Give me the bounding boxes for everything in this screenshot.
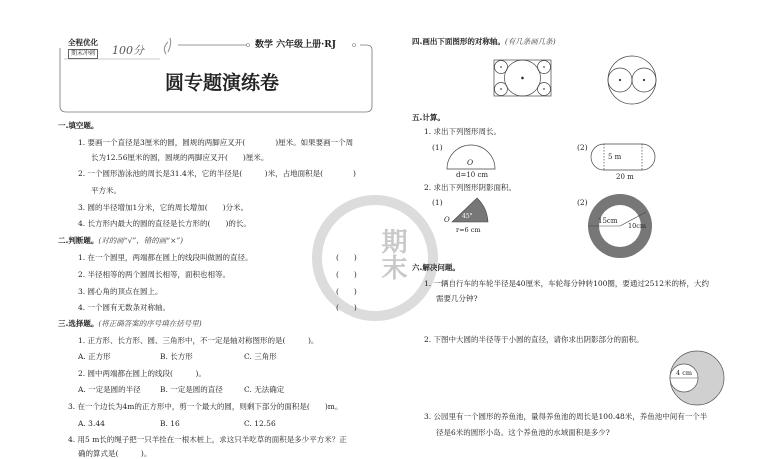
s5-sub2-label: (1) xyxy=(432,198,443,207)
s1-line: 4. 长方形内最大的圆的直径是长方形的( )的长。 xyxy=(78,219,251,228)
watermark-text: 期末 xyxy=(377,228,407,280)
symmetry-figure-circles xyxy=(608,56,656,104)
logo-top: 全程优化 xyxy=(68,38,98,47)
s3-q2: 2. 圆中两端都在圆上的线段( )。 xyxy=(78,369,206,378)
s2-answer: ( ) xyxy=(336,270,357,279)
page-title: 圆专题演练卷 xyxy=(165,72,280,94)
s3-q1: 1. 正方形、长方形、圆、三角形中，不一定是轴对称图形的是( )。 xyxy=(78,336,319,345)
s3-q1-option: B. 长方形 xyxy=(160,352,193,361)
ring-inner-label: 15cm xyxy=(598,217,618,225)
s3-q3-option: B. 16 xyxy=(160,419,180,428)
symmetry-figure-rect xyxy=(494,60,551,96)
section1-heading: 一.填空题。 xyxy=(58,121,99,130)
section4-heading: 四.画出下面图形的对称轴。 xyxy=(412,37,505,46)
sector-angle-label: 45° xyxy=(462,213,473,220)
s6-q1-cont: 需要几分钟? xyxy=(436,294,478,303)
s1-line: 平方米。 xyxy=(91,186,121,195)
s3-q3-option: C. 12.56 xyxy=(244,419,276,428)
section2-note: (对的画“√”，错的画“×”) xyxy=(98,236,184,245)
sector-radius-label: r=6 cm xyxy=(456,226,481,234)
s1-line: 3. 圆的半径增加1分米，它的周长增加( )分米。 xyxy=(78,203,249,212)
semicircle-center-label: O xyxy=(467,158,474,167)
ring-outer-label: 10cm xyxy=(628,222,647,230)
s3-q2-option: A. 一定是圆的半径 xyxy=(78,385,141,394)
logo-score: 100分 xyxy=(112,44,144,57)
section4-note: (有几条画几条) xyxy=(504,37,556,46)
sector-center-label: O xyxy=(444,216,450,224)
stadium-height-label: 5 m xyxy=(608,153,622,161)
s2-answer: ( ) xyxy=(336,287,357,296)
semicircle-diameter-label: d=10 cm xyxy=(456,171,489,179)
s5-sub2: 2. 求出下列图形阴影面积。 xyxy=(424,183,517,192)
s2-item: 2. 半径相等的两个圆周长相等，面积也相等。 xyxy=(78,270,231,279)
s3-q4-cont: 确的算式是( )。 xyxy=(78,449,152,458)
section2-heading: 二.判断题。 xyxy=(58,236,99,245)
s2-item: 3. 圆心角的顶点在圆上。 xyxy=(78,287,163,296)
s2-answer: ( ) xyxy=(336,253,357,262)
s3-q3-option: A. 3.44 xyxy=(78,419,105,428)
s3-q2-option: B. 一定是圆的直径 xyxy=(160,385,223,394)
logo-bottom: 期末冲刺 xyxy=(68,49,98,59)
s1-line: 1. 要画一个直径是3厘米的圆，圆规的两脚应叉开( )厘米。如果要画一个周 xyxy=(78,138,354,147)
s5-sub2-label: (2) xyxy=(577,198,588,207)
s3-q4: 4. 用5 m长的绳子把一只羊拴在一根木桩上，求这只羊吃草的面积是多少平方米？正 xyxy=(68,435,347,444)
s6-q1: 1. 一辆自行车的车轮半径是40厘米，车轮每分钟转100圈，要通过2512米的桥，大约 xyxy=(424,279,709,288)
s1-line: 2. 一个圆形游泳池的周长是31.4米，它的半径是( )米，占地面积是( ) xyxy=(78,169,356,178)
s6-q2-figure-label: 4 cm xyxy=(676,369,693,377)
stadium-width-label: 20 m xyxy=(616,173,634,181)
s2-item: 1. 在一个圆里，两端都在圆上的线段叫做圆的直径。 xyxy=(78,253,253,262)
section4-heading-row xyxy=(412,37,556,47)
section3-note: (将正确答案的序号填在括号里) xyxy=(98,319,202,328)
circle-shaded-figure xyxy=(670,351,724,405)
s5-sub1-label: (1) xyxy=(432,143,443,152)
section5-heading: 五.计算。 xyxy=(412,113,445,122)
s3-q1-option: A. 正方形 xyxy=(78,352,111,361)
section3-heading: 三.选择题。 xyxy=(58,319,99,328)
s6-q2: 2. 下图中大圆的半径等于小圆的直径，请你求出阴影部分的面积。 xyxy=(424,335,644,344)
s6-q3-cont: 径是6米的圆形小岛。这个养鱼池的水域面积是多少? xyxy=(436,428,610,437)
s2-item: 4. 一个圆有无数条对称轴。 xyxy=(78,303,171,312)
s2-answer: ( ) xyxy=(336,303,357,312)
s3-q2-option: C. 无法确定 xyxy=(244,385,285,394)
s3-q1-option: C. 三角形 xyxy=(244,352,277,361)
s1-line: 长为12.56厘米的圆，圆规的两脚应叉开( )厘米。 xyxy=(91,153,269,162)
s5-sub1: 1. 求出下列图形周长。 xyxy=(424,127,502,136)
s6-q3: 3. 公园里有一个圆形的养鱼池，量得养鱼池的周长是100.48米，养鱼池中间有一个半 xyxy=(424,412,708,421)
stadium-figure xyxy=(591,144,655,170)
s3-q3: 3. 在一个边长为4m的正方形中，剪一个最大的圆，则剩下部分的面积是( )m。 xyxy=(68,402,343,411)
section6-heading: 六.解决问题。 xyxy=(412,263,460,272)
s5-sub1-label: (2) xyxy=(577,143,588,152)
subject-label: 数学 六年级上册·RJ xyxy=(255,40,337,50)
